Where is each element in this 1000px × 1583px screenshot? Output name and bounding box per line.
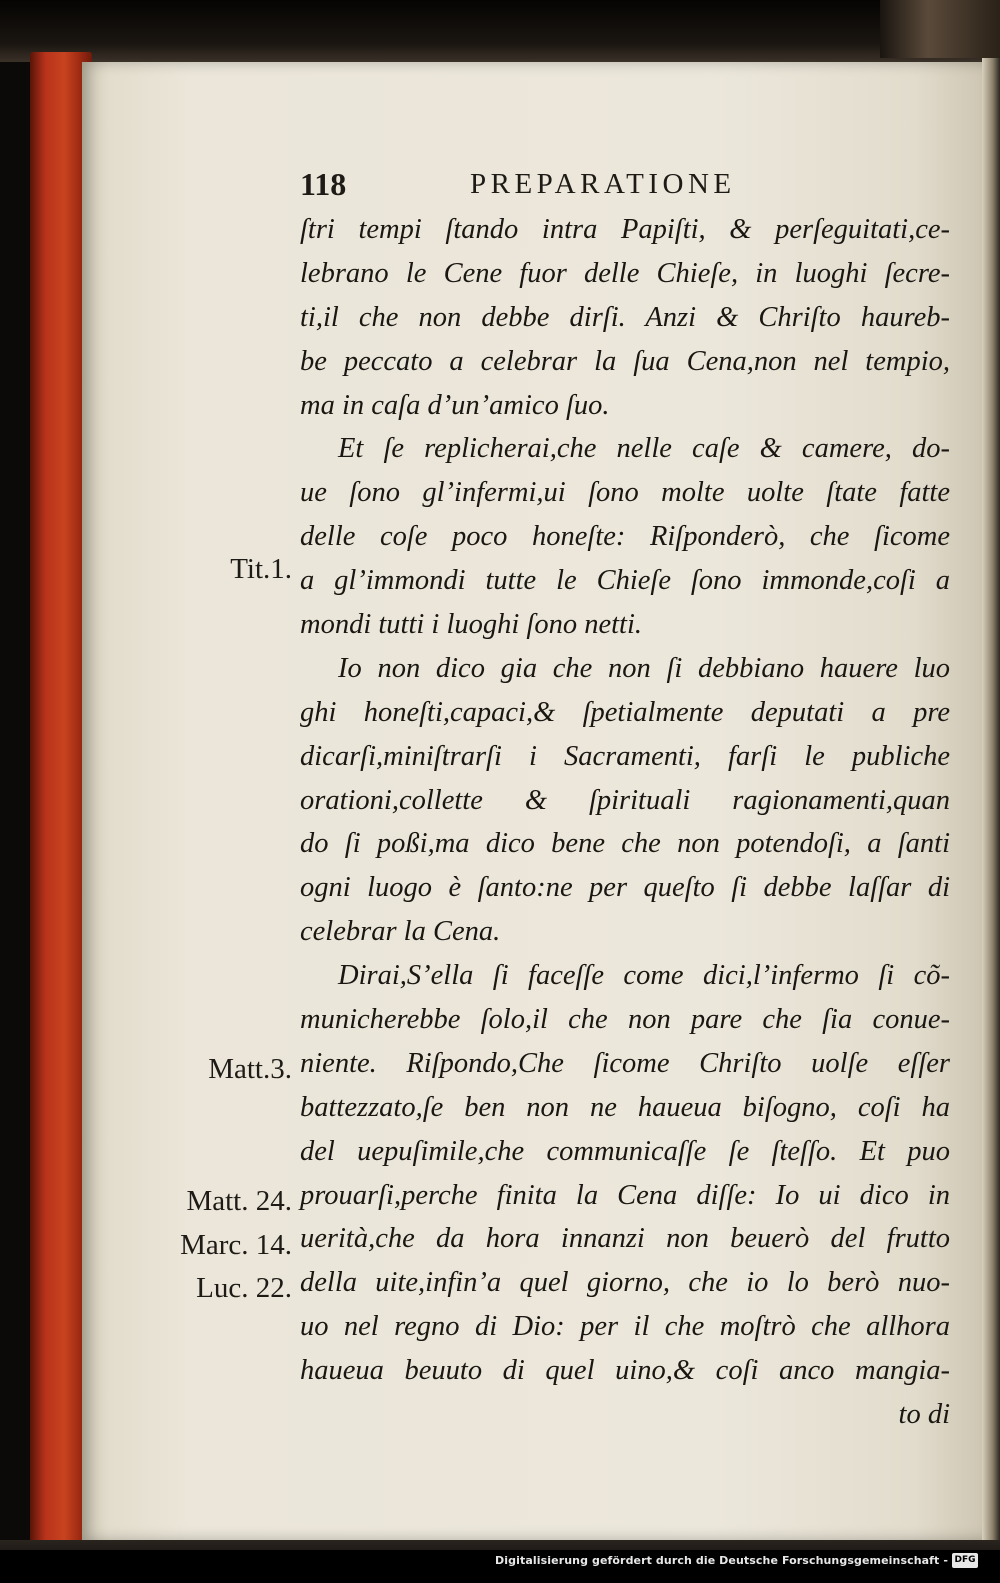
text-line: uo nel regno di Dio: per il che moſtrò che allhora — [300, 1311, 950, 1343]
scan-top-strip — [0, 0, 1000, 62]
text-line: ogni luogo è ſanto:ne per queſto ſi debbe laſſar di — [300, 872, 950, 904]
text-line: haueua beuuto di quel uino,& coſi anco mangia- — [300, 1355, 950, 1387]
margin-note-marc14: Marc. 14. — [180, 1229, 292, 1261]
text-line: lebrano le Cene fuor delle Chieſe, in luoghi ſecre- — [300, 257, 950, 289]
text-line: celebrar la Cena. — [300, 916, 501, 948]
text-line: orationi,collette & ſpirituali ragionamenti,quan — [300, 784, 950, 816]
text-line: ue ſono gl’infermi,ui ſono molte uolte ſtate fatte — [300, 477, 950, 509]
text-line: mondi tutti i luoghi ſono netti. — [300, 609, 642, 641]
text-line: della uite,infin’a quel giorno, che io lo berò nuo- — [300, 1267, 950, 1299]
text-line: niente. Riſpondo,Che ſicome Chriſto uolſe eſſer — [300, 1047, 950, 1079]
text-line: dicarſi,miniſtrarſi i Sacramenti, farſi le publiche — [300, 740, 950, 772]
margin-note-tit: Tit.1. — [230, 553, 292, 585]
text-line: do ſi poßi,ma dico bene che non potendoſi, a ſanti — [300, 828, 950, 860]
text-line: ſtri tempi ſtando intra Papiſti, & perſeguitati,ce- — [300, 214, 950, 245]
footer-credit: Digitalisierung gefördert durch die Deutsche Forschungsgemeinschaft - — [495, 1554, 948, 1567]
margin-note-matt3: Matt.3. — [208, 1053, 292, 1085]
text-line: Et ſe replicherai,che nelle caſe & camere, do- — [338, 433, 950, 465]
dfg-logo: DFG — [952, 1553, 978, 1568]
page-number: 118 — [300, 166, 347, 202]
text-line: delle coſe poco honeſte: Riſponderò, che ſicome — [300, 521, 950, 553]
text-line: ma in caſa d’un’amico ſuo. — [300, 389, 610, 421]
margin-note-luc22: Luc. 22. — [196, 1272, 292, 1304]
text-line: ti,il che non debbe dirſi. Anzi & Chriſto haureb- — [300, 301, 950, 333]
text-line: municherebbe ſolo,il che non pare che ſia conue- — [300, 1004, 950, 1036]
catchword: to di — [898, 1399, 950, 1431]
text-line: Dirai,S’ella ſi faceſſe come dici,l’infermo ſi cõ- — [338, 960, 950, 992]
page-fore-edge — [982, 58, 1000, 1548]
text-line: ghi honeſti,capaci,& ſpetialmente deputati a pre — [300, 696, 950, 728]
scan-top-edge — [880, 0, 1000, 58]
text-line: Io non dico gia che non ſi debbiano hauere luo — [338, 652, 950, 684]
text-line: a gl’immondi tutte le Chieſe ſono immonde,coſi a — [300, 565, 950, 597]
text-line: uerità,che da hora innanzi non beuerò del frutto — [300, 1223, 950, 1255]
text-line: prouarſi,perche finita la Cena diſſe: Io ui dico in — [300, 1179, 950, 1211]
text-line: del uериſimile,che communicaſſe ſe ſteſſo. Et puo — [300, 1135, 950, 1167]
running-title: PREPARATIONE — [470, 168, 736, 200]
text-line: battezzato,ſe ben non ne haueua biſogno, coſi ha — [300, 1091, 950, 1123]
body-text — [300, 208, 950, 1437]
text-line: be peccato a celebrar la ſua Cena,non nel tempio, — [300, 345, 950, 377]
margin-note-matt24: Matt. 24. — [186, 1185, 292, 1217]
